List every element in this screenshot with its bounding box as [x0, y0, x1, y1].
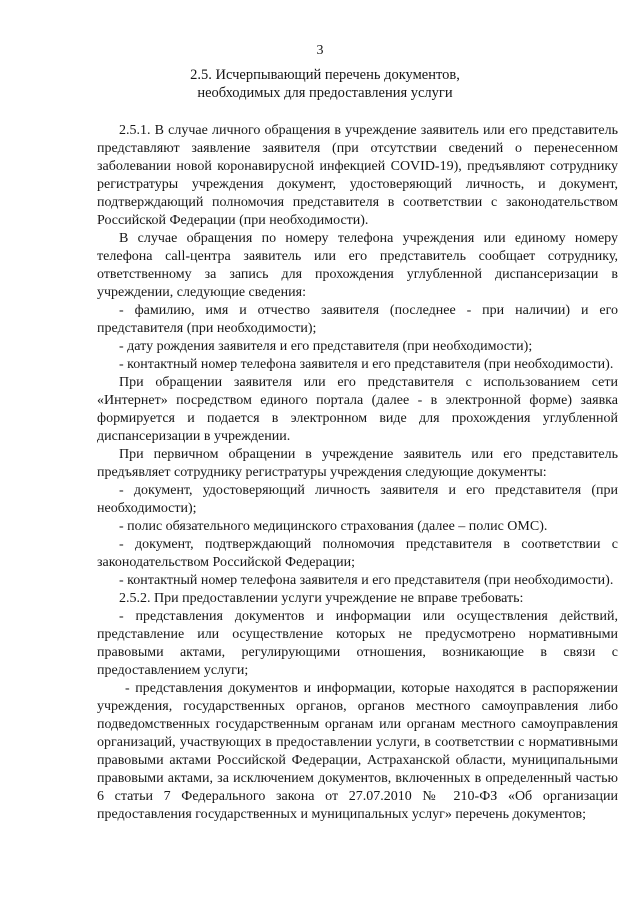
paragraph: 2.5.1. В случае личного обращения в учреждение заявитель или его представитель представляют заявление заявителя (при отсутствии сведений о перенесенном заболевании новой коронавирусной инфекцией COVID-19), предъявляют сотруднику регистратуры учреждения документ, удостоверяющий личность, и документ, подтверждающий полномочия представителя в соответствии с законодательством Российской Федерации (при необходимости). [97, 123, 618, 228]
paragraph: При обращении заявителя или его представителя с использованием сети «Интернет» посредством единого портала (далее - в электронной форме) заявка формируется и подается в электронном виде для прохождения углубленной диспансеризации в учреждении. [97, 375, 618, 444]
paragraph: 2.5.2. При предоставлении услуги учреждение не вправе требовать: [119, 591, 524, 606]
document-body [97, 122, 618, 824]
list-item: - контактный номер телефона заявителя и его представителя (при необходимости). [119, 357, 614, 372]
list-item: - документ, удостоверяющий личность заявителя и его представителя (при необходимости); [97, 483, 618, 516]
section-heading: 2.5. Исчерпывающий перечень документов, необходимых для предоставления услуги [190, 67, 460, 101]
list-item: - документ, подтверждающий полномочия представителя в соответствии с законодательством Российской Федерации; [97, 537, 618, 570]
list-item: - контактный номер телефона заявителя и его представителя (при необходимости). [119, 573, 614, 588]
paragraph: При первичном обращении в учреждение заявитель или его представитель предъявляет сотруднику регистратуры учреждения следующие документы: [97, 447, 618, 480]
list-item: - фамилию, имя и отчество заявителя (последнее - при наличии) и его представителя (при необходимости); [97, 303, 618, 336]
list-item: - представления документов и информации или осуществления действий, представление или осуществление которых не предусмотрено нормативными правовыми актами, регулирующими отношения, возникающие в связи с предоставлением услуги; [97, 609, 618, 678]
paragraph: В случае обращения по номеру телефона учреждения или единому номеру телефона call-центра заявитель или его представитель сообщает сотруднику, ответственному за запись для прохождения углубленной диспансеризации в учреждении, следующие сведения: [97, 231, 618, 300]
list-item: - дату рождения заявителя и его представителя (при необходимости); [119, 339, 533, 354]
list-item: - представления документов и информации, которые находятся в распоряжении учреждения, государственных органов, органов местного самоуправления либо подведомственных государственным органам или органам местного самоуправления организаций, участвующих в предоставлении услуги, в соответствии с нормативными правовыми актами Российской Федерации, Астраханской области, муниципальными правовыми актами, за исключением документов, включенных в определенный частью 6 статьи 7 Федерального закона от 27.07.2010 № 210-ФЗ «Об организации предоставления государственных и муниципальных услуг» перечень документов; [97, 681, 618, 822]
list-item: - полис обязательного медицинского страхования (далее – полис ОМС). [119, 519, 548, 534]
page-number: 3 [316, 43, 324, 58]
